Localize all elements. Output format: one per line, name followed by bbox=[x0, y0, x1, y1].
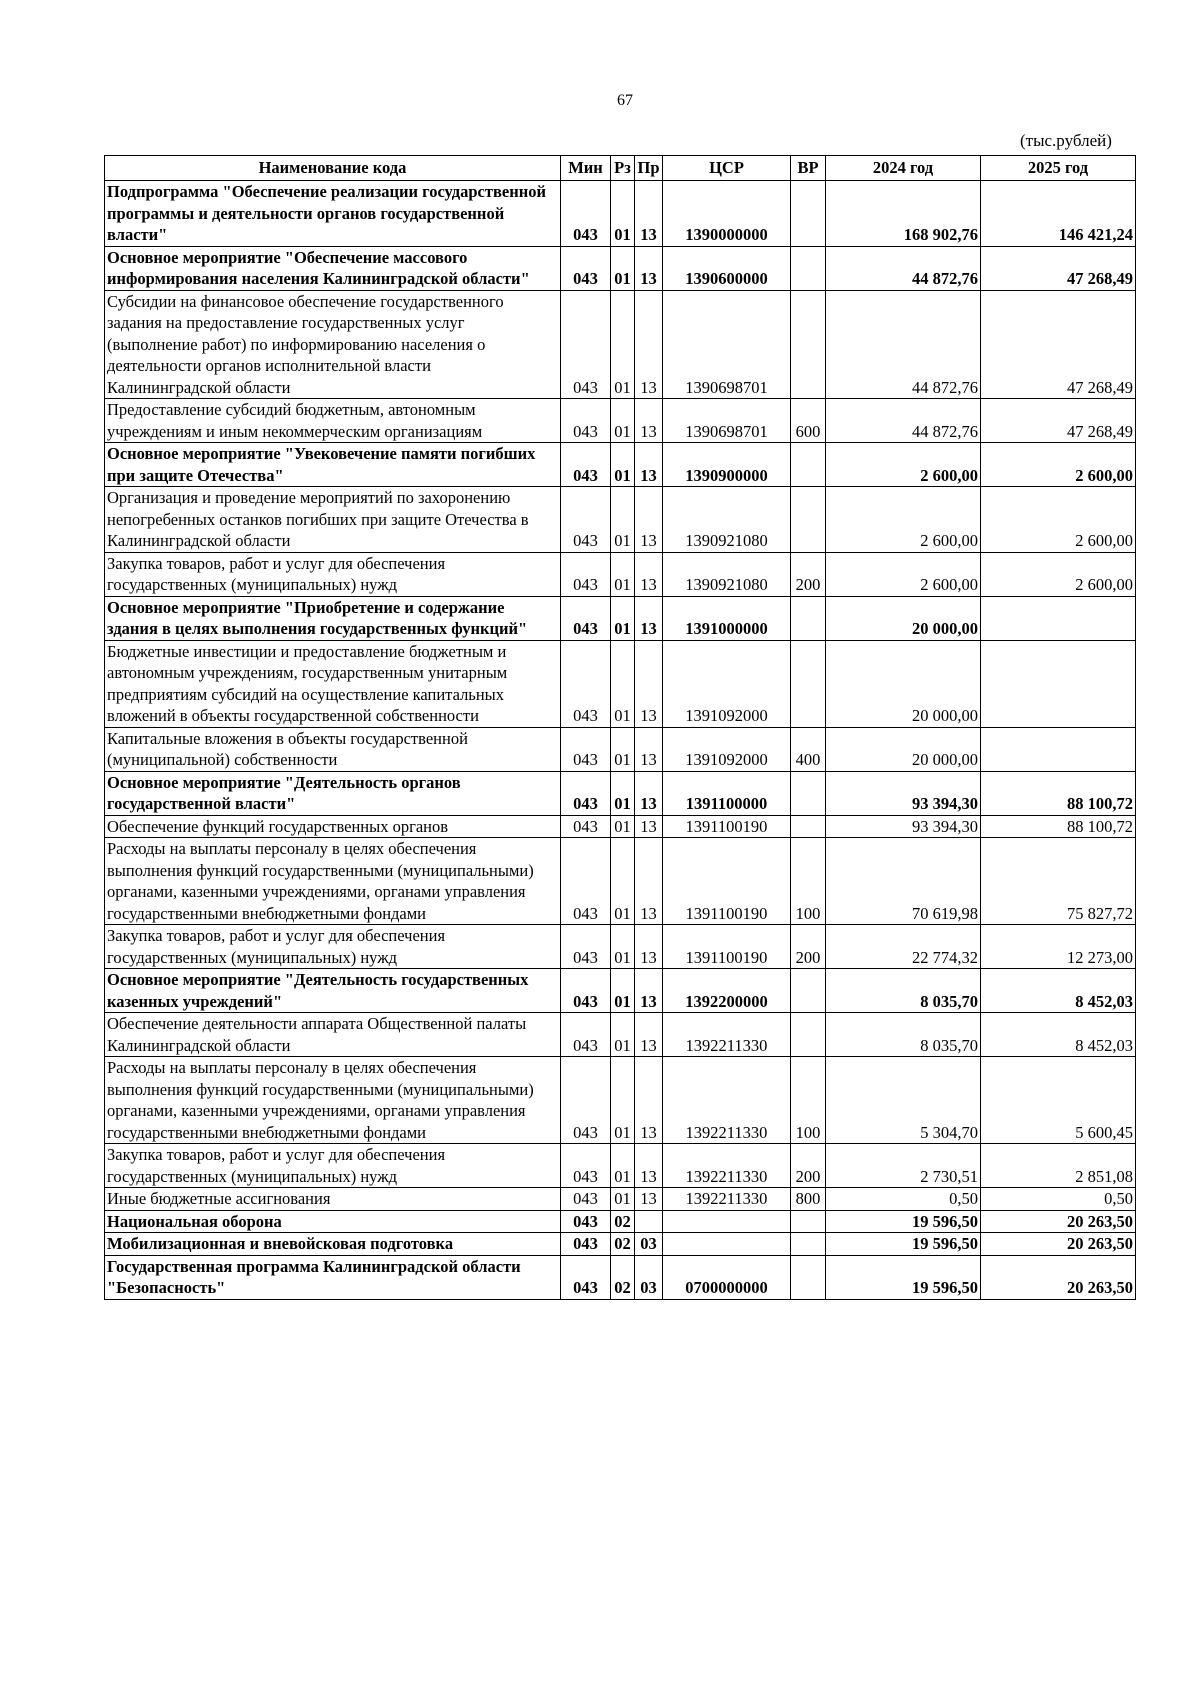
cell-name: Национальная оборона bbox=[105, 1210, 561, 1233]
cell-name: Подпрограмма "Обеспечение реализации государственной программы и деятельности органов государственной власти" bbox=[105, 181, 561, 247]
cell-csr: 1392211330 bbox=[663, 1057, 791, 1144]
table-row bbox=[105, 1057, 1136, 1144]
cell-rz: 01 bbox=[611, 727, 635, 771]
cell-rz: 01 bbox=[611, 640, 635, 727]
cell-min: 043 bbox=[561, 640, 611, 727]
table-row bbox=[105, 1188, 1136, 1211]
cell-csr: 0700000000 bbox=[663, 1255, 791, 1299]
cell-rz: 01 bbox=[611, 487, 635, 553]
cell-vr bbox=[791, 181, 826, 247]
cell-2024: 20 000,00 bbox=[826, 596, 981, 640]
table-row bbox=[105, 925, 1136, 969]
cell-pr: 13 bbox=[635, 181, 663, 247]
cell-min: 043 bbox=[561, 487, 611, 553]
table-row bbox=[105, 815, 1136, 838]
cell-2025: 47 268,49 bbox=[981, 290, 1136, 399]
cell-name: Основное мероприятие "Обеспечение массового информирования населения Калининградской области" bbox=[105, 246, 561, 290]
cell-vr: 600 bbox=[791, 399, 826, 443]
cell-pr: 13 bbox=[635, 640, 663, 727]
cell-name: Бюджетные инвестиции и предоставление бюджетным и автономным учреждениям, государственным унитарным предприятиям субсидий на осуществление капитальных вложений в объекты государственной собственности bbox=[105, 640, 561, 727]
cell-pr: 13 bbox=[635, 1013, 663, 1057]
cell-2024: 20 000,00 bbox=[826, 640, 981, 727]
cell-min: 043 bbox=[561, 838, 611, 925]
cell-pr: 13 bbox=[635, 1057, 663, 1144]
cell-2025: 8 452,03 bbox=[981, 969, 1136, 1013]
cell-pr: 03 bbox=[635, 1255, 663, 1299]
cell-vr bbox=[791, 1013, 826, 1057]
cell-rz: 01 bbox=[611, 1144, 635, 1188]
cell-2024: 44 872,76 bbox=[826, 290, 981, 399]
cell-pr: 13 bbox=[635, 727, 663, 771]
cell-2024: 2 600,00 bbox=[826, 443, 981, 487]
cell-csr bbox=[663, 1210, 791, 1233]
cell-2024: 2 600,00 bbox=[826, 552, 981, 596]
cell-pr: 13 bbox=[635, 290, 663, 399]
table-row bbox=[105, 838, 1136, 925]
cell-2025: 8 452,03 bbox=[981, 1013, 1136, 1057]
cell-2025: 2 600,00 bbox=[981, 487, 1136, 553]
cell-vr: 100 bbox=[791, 838, 826, 925]
cell-2024: 8 035,70 bbox=[826, 969, 981, 1013]
cell-rz: 01 bbox=[611, 552, 635, 596]
cell-name: Основное мероприятие "Деятельность государственных казенных учреждений" bbox=[105, 969, 561, 1013]
cell-csr: 1392200000 bbox=[663, 969, 791, 1013]
cell-pr: 13 bbox=[635, 969, 663, 1013]
cell-2025: 88 100,72 bbox=[981, 771, 1136, 815]
cell-csr: 1390921080 bbox=[663, 487, 791, 553]
cell-csr: 1391100190 bbox=[663, 838, 791, 925]
table-row bbox=[105, 290, 1136, 399]
cell-name: Капитальные вложения в объекты государственной (муниципальной) собственности bbox=[105, 727, 561, 771]
cell-csr: 1392211330 bbox=[663, 1144, 791, 1188]
table-row bbox=[105, 552, 1136, 596]
cell-2025 bbox=[981, 640, 1136, 727]
cell-2025: 20 263,50 bbox=[981, 1255, 1136, 1299]
cell-2025: 20 263,50 bbox=[981, 1210, 1136, 1233]
cell-2025: 2 600,00 bbox=[981, 443, 1136, 487]
cell-min: 043 bbox=[561, 290, 611, 399]
table-row bbox=[105, 771, 1136, 815]
cell-csr: 1391092000 bbox=[663, 727, 791, 771]
cell-name: Предоставление субсидий бюджетным, автономным учреждениям и иным некоммерческим организациям bbox=[105, 399, 561, 443]
cell-2024: 168 902,76 bbox=[826, 181, 981, 247]
cell-name: Основное мероприятие "Приобретение и содержание здания в целях выполнения государственных функций" bbox=[105, 596, 561, 640]
cell-name: Закупка товаров, работ и услуг для обеспечения государственных (муниципальных) нужд bbox=[105, 925, 561, 969]
cell-min: 043 bbox=[561, 1188, 611, 1211]
cell-min: 043 bbox=[561, 1233, 611, 1256]
header-2025: 2025 год bbox=[981, 156, 1136, 181]
cell-min: 043 bbox=[561, 181, 611, 247]
cell-2024: 19 596,50 bbox=[826, 1233, 981, 1256]
cell-2025: 12 273,00 bbox=[981, 925, 1136, 969]
cell-2024: 44 872,76 bbox=[826, 399, 981, 443]
cell-2024: 44 872,76 bbox=[826, 246, 981, 290]
cell-rz: 02 bbox=[611, 1233, 635, 1256]
cell-vr bbox=[791, 1233, 826, 1256]
cell-name: Иные бюджетные ассигнования bbox=[105, 1188, 561, 1211]
units-label: (тыс.рублей) bbox=[1020, 131, 1112, 150]
table-header-row bbox=[105, 156, 1136, 181]
cell-rz: 01 bbox=[611, 815, 635, 838]
cell-csr: 1390921080 bbox=[663, 552, 791, 596]
cell-name: Основное мероприятие "Деятельность органов государственной власти" bbox=[105, 771, 561, 815]
cell-vr bbox=[791, 1255, 826, 1299]
cell-min: 043 bbox=[561, 1144, 611, 1188]
table-row bbox=[105, 181, 1136, 247]
cell-csr: 1391100190 bbox=[663, 815, 791, 838]
table-row bbox=[105, 1255, 1136, 1299]
cell-rz: 01 bbox=[611, 771, 635, 815]
cell-vr bbox=[791, 290, 826, 399]
cell-rz: 01 bbox=[611, 1057, 635, 1144]
cell-2025: 47 268,49 bbox=[981, 399, 1136, 443]
cell-min: 043 bbox=[561, 1210, 611, 1233]
table-row bbox=[105, 640, 1136, 727]
cell-min: 043 bbox=[561, 596, 611, 640]
cell-name: Закупка товаров, работ и услуг для обеспечения государственных (муниципальных) нужд bbox=[105, 552, 561, 596]
cell-min: 043 bbox=[561, 443, 611, 487]
cell-2025: 5 600,45 bbox=[981, 1057, 1136, 1144]
table-row bbox=[105, 1233, 1136, 1256]
cell-name: Закупка товаров, работ и услуг для обеспечения государственных (муниципальных) нужд bbox=[105, 1144, 561, 1188]
cell-2024: 8 035,70 bbox=[826, 1013, 981, 1057]
cell-2024: 93 394,30 bbox=[826, 771, 981, 815]
cell-name: Организация и проведение мероприятий по захоронению непогребенных останков погибших при защите Отечества в Калининградской области bbox=[105, 487, 561, 553]
cell-2025: 0,50 bbox=[981, 1188, 1136, 1211]
cell-rz: 01 bbox=[611, 925, 635, 969]
cell-min: 043 bbox=[561, 399, 611, 443]
cell-pr: 13 bbox=[635, 1144, 663, 1188]
cell-pr: 13 bbox=[635, 487, 663, 553]
cell-min: 043 bbox=[561, 1057, 611, 1144]
cell-vr: 200 bbox=[791, 925, 826, 969]
cell-pr: 13 bbox=[635, 246, 663, 290]
cell-2024: 22 774,32 bbox=[826, 925, 981, 969]
cell-pr: 13 bbox=[635, 815, 663, 838]
cell-vr bbox=[791, 596, 826, 640]
cell-csr: 1391092000 bbox=[663, 640, 791, 727]
cell-name: Обеспечение функций государственных органов bbox=[105, 815, 561, 838]
cell-pr: 03 bbox=[635, 1233, 663, 1256]
table-body bbox=[105, 181, 1136, 1300]
cell-csr bbox=[663, 1233, 791, 1256]
cell-pr: 13 bbox=[635, 552, 663, 596]
header-name: Наименование кода bbox=[105, 156, 561, 181]
cell-min: 043 bbox=[561, 969, 611, 1013]
cell-vr: 400 bbox=[791, 727, 826, 771]
header-csr: ЦСР bbox=[663, 156, 791, 181]
cell-vr: 200 bbox=[791, 552, 826, 596]
cell-csr: 1390000000 bbox=[663, 181, 791, 247]
cell-rz: 01 bbox=[611, 1013, 635, 1057]
table-row bbox=[105, 727, 1136, 771]
cell-vr: 800 bbox=[791, 1188, 826, 1211]
cell-rz: 01 bbox=[611, 246, 635, 290]
cell-pr: 13 bbox=[635, 925, 663, 969]
cell-csr: 1392211330 bbox=[663, 1013, 791, 1057]
cell-rz: 01 bbox=[611, 181, 635, 247]
cell-csr: 1391100190 bbox=[663, 925, 791, 969]
table-row bbox=[105, 1210, 1136, 1233]
cell-rz: 02 bbox=[611, 1255, 635, 1299]
cell-2025: 20 263,50 bbox=[981, 1233, 1136, 1256]
cell-csr: 1392211330 bbox=[663, 1188, 791, 1211]
cell-name: Субсидии на финансовое обеспечение государственного задания на предоставление государственных услуг (выполнение работ) по информированию населения о деятельности органов исполнительной власти Калининградской области bbox=[105, 290, 561, 399]
cell-2025: 146 421,24 bbox=[981, 181, 1136, 247]
cell-2024: 2 730,51 bbox=[826, 1144, 981, 1188]
cell-min: 043 bbox=[561, 925, 611, 969]
table-row bbox=[105, 487, 1136, 553]
cell-csr: 1391100000 bbox=[663, 771, 791, 815]
cell-rz: 01 bbox=[611, 443, 635, 487]
cell-2025: 88 100,72 bbox=[981, 815, 1136, 838]
cell-name: Обеспечение деятельности аппарата Общественной палаты Калининградской области bbox=[105, 1013, 561, 1057]
cell-pr: 13 bbox=[635, 443, 663, 487]
cell-pr: 13 bbox=[635, 1188, 663, 1211]
cell-min: 043 bbox=[561, 1255, 611, 1299]
cell-rz: 02 bbox=[611, 1210, 635, 1233]
table-row bbox=[105, 596, 1136, 640]
table-row bbox=[105, 443, 1136, 487]
cell-vr bbox=[791, 771, 826, 815]
cell-vr bbox=[791, 815, 826, 838]
cell-vr bbox=[791, 246, 826, 290]
cell-min: 043 bbox=[561, 771, 611, 815]
table-row bbox=[105, 1013, 1136, 1057]
cell-name: Основное мероприятие "Увековечение памяти погибших при защите Отечества" bbox=[105, 443, 561, 487]
cell-pr: 13 bbox=[635, 399, 663, 443]
cell-name: Мобилизационная и вневойсковая подготовка bbox=[105, 1233, 561, 1256]
cell-name: Расходы на выплаты персоналу в целях обеспечения выполнения функций государственными (муниципальными) органами, казенными учреждениями, органами управления государственными внебюджетными фондами bbox=[105, 1057, 561, 1144]
cell-pr: 13 bbox=[635, 838, 663, 925]
header-pr: Пр bbox=[635, 156, 663, 181]
cell-2024: 20 000,00 bbox=[826, 727, 981, 771]
table-row bbox=[105, 399, 1136, 443]
cell-2025: 47 268,49 bbox=[981, 246, 1136, 290]
cell-vr bbox=[791, 487, 826, 553]
cell-vr bbox=[791, 969, 826, 1013]
cell-2025 bbox=[981, 596, 1136, 640]
cell-2024: 19 596,50 bbox=[826, 1210, 981, 1233]
cell-vr bbox=[791, 640, 826, 727]
cell-csr: 1390900000 bbox=[663, 443, 791, 487]
table-row bbox=[105, 969, 1136, 1013]
cell-2024: 70 619,98 bbox=[826, 838, 981, 925]
cell-name: Расходы на выплаты персоналу в целях обеспечения выполнения функций государственными (муниципальными) органами, казенными учреждениями, органами управления государственными внебюджетными фондами bbox=[105, 838, 561, 925]
table-row bbox=[105, 246, 1136, 290]
cell-rz: 01 bbox=[611, 969, 635, 1013]
cell-rz: 01 bbox=[611, 1188, 635, 1211]
cell-2024: 5 304,70 bbox=[826, 1057, 981, 1144]
cell-pr: 13 bbox=[635, 596, 663, 640]
cell-rz: 01 bbox=[611, 838, 635, 925]
cell-min: 043 bbox=[561, 727, 611, 771]
cell-vr bbox=[791, 443, 826, 487]
cell-name: Государственная программа Калининградской области "Безопасность" bbox=[105, 1255, 561, 1299]
header-vr: ВР bbox=[791, 156, 826, 181]
cell-csr: 1390698701 bbox=[663, 399, 791, 443]
cell-rz: 01 bbox=[611, 399, 635, 443]
header-2024: 2024 год bbox=[826, 156, 981, 181]
cell-2024: 93 394,30 bbox=[826, 815, 981, 838]
cell-vr bbox=[791, 1210, 826, 1233]
cell-2025: 2 600,00 bbox=[981, 552, 1136, 596]
cell-min: 043 bbox=[561, 815, 611, 838]
header-min: Мин bbox=[561, 156, 611, 181]
cell-2024: 2 600,00 bbox=[826, 487, 981, 553]
cell-vr: 100 bbox=[791, 1057, 826, 1144]
cell-2025: 2 851,08 bbox=[981, 1144, 1136, 1188]
cell-2025: 75 827,72 bbox=[981, 838, 1136, 925]
cell-2024: 0,50 bbox=[826, 1188, 981, 1211]
cell-rz: 01 bbox=[611, 596, 635, 640]
budget-table bbox=[104, 155, 1136, 1300]
cell-2025 bbox=[981, 727, 1136, 771]
cell-2024: 19 596,50 bbox=[826, 1255, 981, 1299]
header-rz: Рз bbox=[611, 156, 635, 181]
cell-csr: 1390698701 bbox=[663, 290, 791, 399]
cell-min: 043 bbox=[561, 246, 611, 290]
cell-min: 043 bbox=[561, 552, 611, 596]
page-number: 67 bbox=[617, 92, 633, 109]
cell-vr: 200 bbox=[791, 1144, 826, 1188]
cell-pr: 13 bbox=[635, 771, 663, 815]
cell-min: 043 bbox=[561, 1013, 611, 1057]
cell-pr bbox=[635, 1210, 663, 1233]
cell-rz: 01 bbox=[611, 290, 635, 399]
table-row bbox=[105, 1144, 1136, 1188]
cell-csr: 1391000000 bbox=[663, 596, 791, 640]
cell-csr: 1390600000 bbox=[663, 246, 791, 290]
